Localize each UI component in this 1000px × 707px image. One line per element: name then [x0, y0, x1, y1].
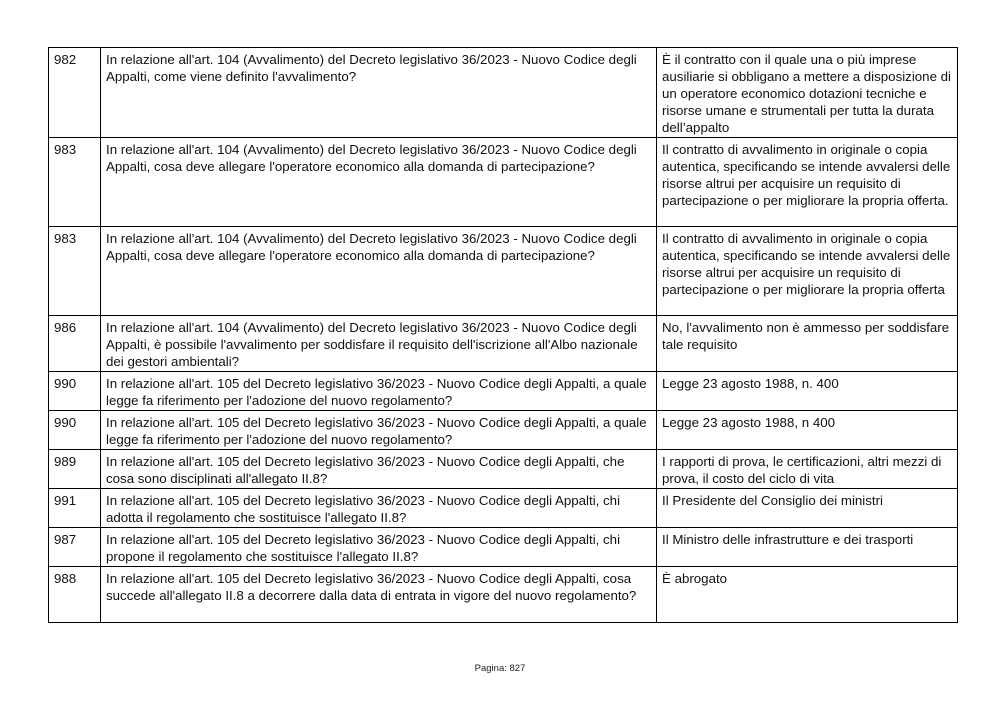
question-number: 986	[49, 316, 101, 372]
table-row	[49, 528, 958, 567]
question-number: 990	[49, 411, 101, 450]
answer-text: È abrogato	[657, 567, 958, 623]
question-text: In relazione all'art. 105 del Decreto legislativo 36/2023 - Nuovo Codice degli Appalti, chi adotta il regolamento che sostituisce l'allegato II.8?	[101, 489, 657, 528]
answer-text: È il contratto con il quale una o più imprese ausiliarie si obbligano a mettere a disposizione di un operatore economico dotazioni tecniche e risorse umane e strumentali per tutta la durata dell’appalto	[657, 48, 958, 138]
question-number: 982	[49, 48, 101, 138]
page-number: Pagina: 827	[474, 663, 526, 674]
table-row	[49, 138, 958, 227]
table-row	[49, 316, 958, 372]
answer-text: I rapporti di prova, le certificazioni, altri mezzi di prova, il costo del ciclo di vita	[657, 450, 958, 489]
question-text: In relazione all'art. 105 del Decreto legislativo 36/2023 - Nuovo Codice degli Appalti, chi propone il regolamento che sostituisce l'allegato II.8?	[101, 528, 657, 567]
table-row	[49, 372, 958, 411]
table-row	[49, 48, 958, 138]
question-text: In relazione all'art. 104 (Avvalimento) del Decreto legislativo 36/2023 - Nuovo Codice degli Appalti, come viene definito l'avvalimento?	[101, 48, 657, 138]
question-number: 990	[49, 372, 101, 411]
answer-text: No, l'avvalimento non è ammesso per soddisfare tale requisito	[657, 316, 958, 372]
answer-text: Il contratto di avvalimento in originale o copia autentica, specificando se intende avvalersi delle risorse altrui per acquisire un requisito di partecipazione o per migliorare la propria offerta	[657, 227, 958, 316]
answer-text: Legge 23 agosto 1988, n 400	[657, 411, 958, 450]
table-row	[49, 567, 958, 623]
table-row	[49, 411, 958, 450]
answer-text: Legge 23 agosto 1988, n. 400	[657, 372, 958, 411]
table-row	[49, 227, 958, 316]
table-row	[49, 489, 958, 528]
answer-text: Il Presidente del Consiglio dei ministri	[657, 489, 958, 528]
question-number: 983	[49, 227, 101, 316]
answer-text: Il Ministro delle infrastrutture e dei trasporti	[657, 528, 958, 567]
question-number: 983	[49, 138, 101, 227]
table-row	[49, 450, 958, 489]
question-text: In relazione all'art. 105 del Decreto legislativo 36/2023 - Nuovo Codice degli Appalti, che cosa sono disciplinati all'allegato II.8?	[101, 450, 657, 489]
questions-table	[48, 47, 958, 623]
question-text: In relazione all'art. 104 (Avvalimento) del Decreto legislativo 36/2023 - Nuovo Codice degli Appalti, cosa deve allegare l'operatore economico alla domanda di partecipazione?	[101, 227, 657, 316]
question-text: In relazione all'art. 105 del Decreto legislativo 36/2023 - Nuovo Codice degli Appalti, a quale legge fa riferimento per l'adozione del nuovo regolamento?	[101, 372, 657, 411]
question-number: 988	[49, 567, 101, 623]
question-text: In relazione all'art. 104 (Avvalimento) del Decreto legislativo 36/2023 - Nuovo Codice degli Appalti, è possibile l'avvalimento per soddisfare il requisito dell'iscrizione all'Albo nazionale dei gestori ambientali?	[101, 316, 657, 372]
question-number: 987	[49, 528, 101, 567]
answer-text: Il contratto di avvalimento in originale o copia autentica, specificando se intende avvalersi delle risorse altrui per acquisire un requisito di partecipazione o per migliorare la propria offerta.	[657, 138, 958, 227]
question-number: 989	[49, 450, 101, 489]
question-number: 991	[49, 489, 101, 528]
question-text: In relazione all'art. 105 del Decreto legislativo 36/2023 - Nuovo Codice degli Appalti, a quale legge fa riferimento per l'adozione del nuovo regolamento?	[101, 411, 657, 450]
question-text: In relazione all'art. 105 del Decreto legislativo 36/2023 - Nuovo Codice degli Appalti, cosa succede all'allegato II.8 a decorrere dalla data di entrata in vigore del nuovo regolamento?	[101, 567, 657, 623]
question-text: In relazione all'art. 104 (Avvalimento) del Decreto legislativo 36/2023 - Nuovo Codice degli Appalti, cosa deve allegare l'operatore economico alla domanda di partecipazione?	[101, 138, 657, 227]
